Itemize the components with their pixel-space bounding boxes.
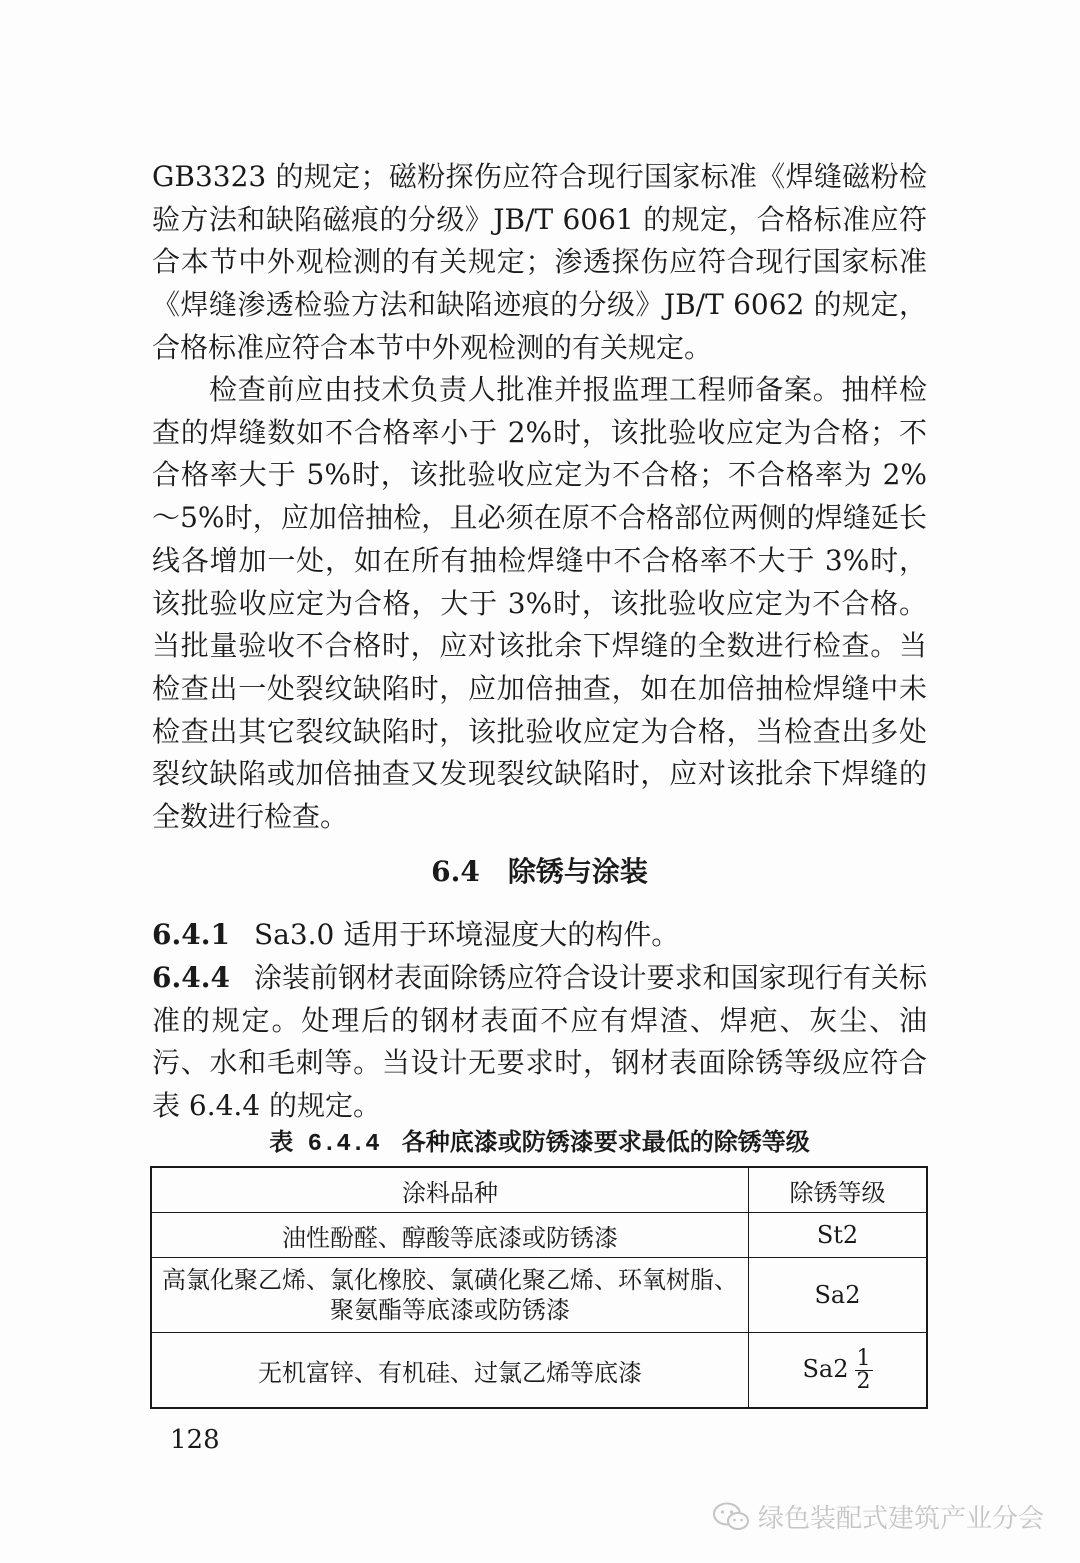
section-heading: [152, 851, 927, 893]
table-row: [151, 1333, 927, 1409]
grade-value: Sa2: [802, 1354, 849, 1383]
wechat-icon: [712, 1502, 750, 1532]
grade-fraction: [855, 1345, 873, 1394]
coating-type-cell: 油性酚醛、醇酸等底漆或防锈漆: [151, 1213, 749, 1258]
body-paragraph-1: GB3323 的规定；磁粉探伤应符合现行国家标准《焊缝磁粉检验方法和缺陷磁痕的分级》JB/T 6061 的规定，合格标准应符合本节中外观检测的有关规定；渗透探伤应符合现行国家标准《焊缝渗透检验方法和缺陷迹痕的分级》JB/T 6062 的规定，合格标准应符合本节中外观检测的有关规定。: [152, 160, 927, 364]
fraction-denominator: 2: [856, 1368, 871, 1394]
clause-number: 6.4.1: [152, 918, 230, 951]
table-row: [151, 1258, 927, 1333]
coating-type-line-2: 聚氨酯等底漆或防锈漆: [330, 1296, 570, 1324]
table-row: [151, 1213, 927, 1258]
table-caption-title: 各种底漆或防锈漆要求最低的除锈等级: [401, 1128, 810, 1156]
column-header-coating-type: 涂料品种: [151, 1167, 749, 1213]
table-caption-number: 表 6.4.4: [269, 1131, 380, 1158]
watermark-text: 绿色装配式建筑产业分会: [757, 1504, 1044, 1534]
coating-type-cell: 无机富锌、有机硅、过氯乙烯等底漆: [151, 1333, 749, 1409]
watermark: [712, 1498, 1044, 1535]
page-number: 128: [170, 1425, 220, 1455]
grade-cell: Sa2: [749, 1258, 928, 1333]
grade-cell: St2: [749, 1213, 928, 1258]
body-paragraph-2: 检查前应由技术负责人批准并报监理工程师备案。抽样检查的焊缝数如不合格率小于 2%时，该批验收应定为合格；不合格率大于 5%时，该批验收应定为不合格；不合格率为 2%～5%时，应加倍抽检，且必须在原不合格部位两侧的焊缝延长线各增加一处，如在所有抽检焊缝中不合格率不大于 3%时，该批验收应定为合格，大于 3%时，该批验收应定为不合格。当批量验收不合格时，应对该批余下焊缝的全数进行检查。当检查出一处裂纹缺陷时，应加倍抽查，如在加倍抽检焊缝中未检查出其它裂纹缺陷时，该批验收应定为合格，当检查出多处裂纹缺陷或加倍抽查又发现裂纹缺陷时，应对该批余下焊缝的全数进行检查。: [152, 373, 927, 834]
clause-6-4-4: [152, 957, 927, 1128]
table-caption: [152, 1124, 927, 1163]
clause-6-4-1: [152, 914, 927, 957]
table-header-row: [151, 1167, 927, 1213]
coating-type-line-1: 高氯化聚乙烯、氯化橡胶、氯磺化聚乙烯、环氧树脂、: [162, 1266, 738, 1294]
section-title: 除锈与涂装: [507, 855, 648, 888]
grade-cell: [749, 1333, 928, 1409]
rust-removal-grade-table: [150, 1166, 928, 1409]
clause-number: 6.4.4: [152, 961, 230, 994]
section-number: 6.4: [431, 855, 480, 888]
clause-text: 涂装前钢材表面除锈应符合设计要求和国家现行有关标准的规定。处理后的钢材表面不应有焊渣、焊疤、灰尘、油污、水和毛刺等。当设计无要求时，钢材表面除锈等级应符合表 6.4.4 的规定。: [152, 961, 927, 1123]
column-header-grade: 除锈等级: [749, 1167, 928, 1213]
fraction-numerator: 1: [856, 1345, 871, 1371]
coating-type-cell: [151, 1258, 749, 1333]
clause-text: Sa3.0 适用于环境湿度大的构件。: [253, 918, 680, 951]
